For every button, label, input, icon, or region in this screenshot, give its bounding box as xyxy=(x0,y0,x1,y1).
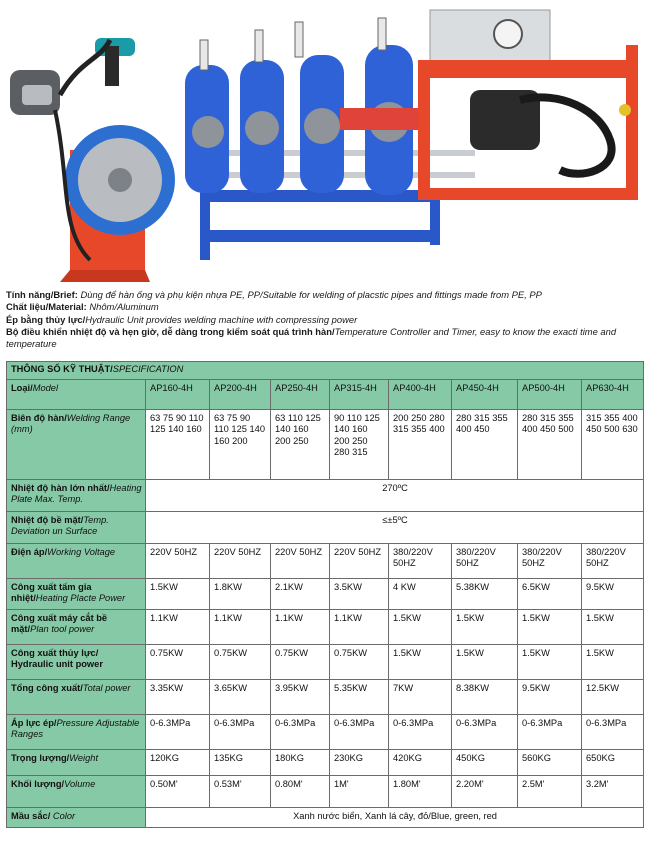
spec-cell: 280 315 355 400 450 500 xyxy=(518,409,582,479)
spec-cell: 650KG xyxy=(582,749,644,775)
hydraulic-label: Ép bằng thủy lực/ xyxy=(6,313,86,325)
spec-label-italic: Weight xyxy=(69,752,99,763)
spec-cell: 420KG xyxy=(389,749,452,775)
spec-header-italic: SPECIFICATION xyxy=(112,364,184,374)
spec-cell: AP250-4H xyxy=(271,379,330,409)
spec-cell: 3.65KW xyxy=(210,679,271,714)
spec-cell: AP500-4H xyxy=(518,379,582,409)
spec-cell: 560KG xyxy=(518,749,582,775)
spec-label-bold: Trọng lượng/ xyxy=(11,752,70,763)
spec-label-bold: Áp lực ép/ xyxy=(11,717,57,728)
spec-cell: 280 315 355 400 450 xyxy=(452,409,518,479)
spec-row-label xyxy=(7,775,146,807)
spec-label-bold: Tổng công xuất/ xyxy=(11,682,83,693)
spec-cell: 9.5KW xyxy=(518,679,582,714)
spec-span-value: Xanh nước biển, Xanh lá cây, đỏ/Blue, green, red xyxy=(146,807,644,827)
spec-cell: 63 75 90 110 125 140 160 xyxy=(146,409,210,479)
spec-cell: 380/220V 50HZ xyxy=(452,543,518,578)
spec-cell: 1.5KW xyxy=(582,644,644,679)
spec-cell: 4 KW xyxy=(389,578,452,609)
spec-cell: 0.75KW xyxy=(330,644,389,679)
spec-cell: 1.1KW xyxy=(210,609,271,644)
spec-cell: 1.8KW xyxy=(210,578,271,609)
spec-span-value: ≤±5ºC xyxy=(146,511,644,543)
spec-cell: 7KW xyxy=(389,679,452,714)
spec-cell: 63 110 125 140 160 200 250 xyxy=(271,409,330,479)
spec-header xyxy=(7,362,644,380)
brief-line xyxy=(6,289,646,301)
spec-cell: 1.1KW xyxy=(146,609,210,644)
spec-cell: 0-6.3MPa xyxy=(452,714,518,749)
spec-cell: 230KG xyxy=(330,749,389,775)
spec-cell: AP630-4H xyxy=(582,379,644,409)
spec-cell: 220V 50HZ xyxy=(271,543,330,578)
spec-header-bold: THÔNG SỐ KỸ THUẬT/ xyxy=(11,364,113,374)
spec-cell: 200 250 280 315 355 400 xyxy=(389,409,452,479)
material-label: Chất liệu/Material: xyxy=(6,301,87,313)
spec-cell: 1.5KW xyxy=(452,609,518,644)
spec-cell: 1.5KW xyxy=(582,609,644,644)
brief-text: Dùng để hàn ống và phụ kiện nhựa PE, PP/Suitable for welding of placstic pipes and fittings made from PE, PP xyxy=(80,289,542,300)
spec-label-bold: Điện áp/ xyxy=(11,546,48,557)
spec-cell: 180KG xyxy=(271,749,330,775)
spec-row-label xyxy=(7,379,146,409)
spec-cell: 0-6.3MPa xyxy=(389,714,452,749)
spec-table-body xyxy=(7,362,644,828)
controller-label: Bộ điều khiển nhiệt độ và hẹn giờ, dễ dàng trong kiểm soát quá trình hàn/ xyxy=(6,325,335,337)
spec-label-italic: Color xyxy=(50,810,76,821)
spec-cell: 1.5KW xyxy=(389,609,452,644)
spec-row-label xyxy=(7,807,146,827)
spec-cell: 5.38KW xyxy=(452,578,518,609)
spec-cell: 1.5KW xyxy=(146,578,210,609)
spec-cell: AP200-4H xyxy=(210,379,271,409)
spec-label-italic: Pressure Adjustable Ranges xyxy=(11,717,140,739)
spec-table xyxy=(6,361,644,828)
spec-row xyxy=(7,807,644,827)
spec-cell: 0.80M' xyxy=(271,775,330,807)
spec-label-bold: Nhiệt độ bề mặt/ xyxy=(11,514,84,525)
heater-stand-illustration xyxy=(10,38,175,282)
spec-cell: 120KG xyxy=(146,749,210,775)
spec-label-bold: Mầu sắc/ xyxy=(11,810,51,821)
spec-cell: 0-6.3MPa xyxy=(210,714,271,749)
spec-cell: 220V 50HZ xyxy=(146,543,210,578)
spec-row xyxy=(7,409,644,479)
spec-label-bold: Công xuất thủy lực/ Hydraulic unit power xyxy=(11,647,103,669)
spec-cell: 3.35KW xyxy=(146,679,210,714)
spec-row-label xyxy=(7,609,146,644)
spec-cell: 0-6.3MPa xyxy=(582,714,644,749)
spec-cell: 1.5KW xyxy=(518,644,582,679)
spec-cell: 1.80M' xyxy=(389,775,452,807)
spec-cell: 380/220V 50HZ xyxy=(518,543,582,578)
spec-cell: 1.1KW xyxy=(271,609,330,644)
spec-label-italic: Heating Plate Max. Temp. xyxy=(11,482,142,504)
spec-cell: 0.75KW xyxy=(146,644,210,679)
product-description xyxy=(6,289,646,350)
spec-row xyxy=(7,511,644,543)
spec-cell: 3.5KW xyxy=(330,578,389,609)
spec-label-bold: Công xuất tấm gia nhiệt/ xyxy=(11,581,92,603)
spec-label-italic: Total power xyxy=(82,682,131,693)
spec-span-value: 270ºC xyxy=(146,479,644,511)
spec-cell: 1M' xyxy=(330,775,389,807)
spec-row xyxy=(7,479,644,511)
spec-cell: 0-6.3MPa xyxy=(146,714,210,749)
spec-row xyxy=(7,644,644,679)
spec-cell: 220V 50HZ xyxy=(210,543,271,578)
spec-cell: 0-6.3MPa xyxy=(271,714,330,749)
product-photo xyxy=(0,0,653,282)
spec-cell: 0.75KW xyxy=(210,644,271,679)
hydraulic-unit-illustration xyxy=(418,10,638,200)
spec-header-row xyxy=(7,362,644,380)
spec-label-italic: Plan tool power xyxy=(30,624,95,634)
spec-cell: 2.1KW xyxy=(271,578,330,609)
spec-cell: 135KG xyxy=(210,749,271,775)
spec-row-label xyxy=(7,543,146,578)
spec-cell: AP160-4H xyxy=(146,379,210,409)
spec-row-label xyxy=(7,714,146,749)
spec-cell: 315 355 400 450 500 630 xyxy=(582,409,644,479)
spec-cell: 2.20M' xyxy=(452,775,518,807)
spec-cell: 450KG xyxy=(452,749,518,775)
spec-cell: 3.2M' xyxy=(582,775,644,807)
spec-row-label xyxy=(7,679,146,714)
spec-cell: 1.5KW xyxy=(452,644,518,679)
spec-cell: AP450-4H xyxy=(452,379,518,409)
spec-row xyxy=(7,679,644,714)
spec-cell: 9.5KW xyxy=(582,578,644,609)
spec-label-italic: Temp. Deviation un Surface xyxy=(11,514,109,536)
spec-cell: 0.50M' xyxy=(146,775,210,807)
spec-cell: 1.5KW xyxy=(389,644,452,679)
material-text: Nhôm/Aluminum xyxy=(89,301,159,313)
hydraulic-text: Hydraulic Unit provides welding machine with compressing power xyxy=(85,313,358,325)
spec-row xyxy=(7,749,644,775)
spec-cell: 8.38KW xyxy=(452,679,518,714)
spec-label-italic: Model xyxy=(32,382,59,393)
spec-row-label xyxy=(7,511,146,543)
spec-row xyxy=(7,775,644,807)
spec-cell: 380/220V 50HZ xyxy=(582,543,644,578)
spec-cell: 5.35KW xyxy=(330,679,389,714)
spec-cell: 1.5KW xyxy=(518,609,582,644)
spec-cell: 63 75 90 110 125 140 160 200 xyxy=(210,409,271,479)
spec-row xyxy=(7,714,644,749)
spec-label-bold: Loại/ xyxy=(11,382,33,393)
spec-row xyxy=(7,543,644,578)
spec-row-label xyxy=(7,749,146,775)
spec-cell: 0-6.3MPa xyxy=(518,714,582,749)
spec-cell: 2.5M' xyxy=(518,775,582,807)
spec-cell: 1.1KW xyxy=(330,609,389,644)
brief-label: Tính năng/Brief: xyxy=(6,289,78,300)
spec-label-italic: Volume xyxy=(64,778,96,789)
spec-label-italic: Working Voltage xyxy=(47,546,116,557)
spec-cell: AP400-4H xyxy=(389,379,452,409)
spec-label-bold: Công xuất máy cắt bề mặt/ xyxy=(11,612,108,634)
spec-cell: 6.5KW xyxy=(518,578,582,609)
spec-label-bold: Nhiệt độ hàn lớn nhất/ xyxy=(11,482,110,493)
spec-row-label xyxy=(7,409,146,479)
spec-cell: 12.5KW xyxy=(582,679,644,714)
spec-cell: 0-6.3MPa xyxy=(330,714,389,749)
spec-row xyxy=(7,379,644,409)
spec-row-label xyxy=(7,644,146,679)
spec-cell: 3.95KW xyxy=(271,679,330,714)
spec-label-italic: Heating Placte Power xyxy=(35,593,126,603)
spec-row xyxy=(7,609,644,644)
spec-cell: 380/220V 50HZ xyxy=(389,543,452,578)
spec-row-label xyxy=(7,578,146,609)
spec-cell: 0.75KW xyxy=(271,644,330,679)
spec-cell: 220V 50HZ xyxy=(330,543,389,578)
spec-cell: 0.53M' xyxy=(210,775,271,807)
spec-row xyxy=(7,578,644,609)
spec-label-bold: Khối lượng/ xyxy=(11,778,65,789)
controller-line xyxy=(6,326,646,351)
hydraulic-line xyxy=(6,314,646,326)
spec-label-bold: Biên độ hàn/ xyxy=(11,412,67,423)
spec-label-italic: Welding Range (mm) xyxy=(11,412,131,434)
controller-text: Temperature Controller and Timer, easy to know the exacti time and temperature xyxy=(6,325,617,350)
spec-cell: AP315-4H xyxy=(330,379,389,409)
spec-cell: 90 110 125 140 160 200 250 280 315 xyxy=(330,409,389,479)
spec-row-label xyxy=(7,479,146,511)
material-line xyxy=(6,301,646,313)
